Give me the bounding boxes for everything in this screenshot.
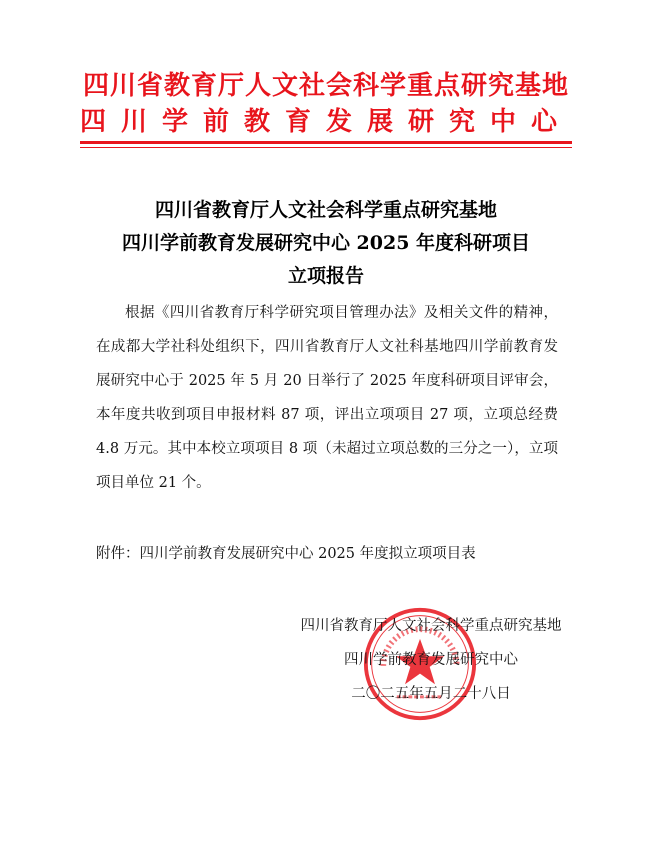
letterhead-line1: 四川省教育厅人文社会科学重点研究基地 [82,71,569,101]
signature-date: 二〇二五年五月二十八日 [351,686,511,702]
letterhead-rule-thin [80,147,572,148]
signature-org2: 四川学前教育发展研究中心 [344,652,518,668]
document-title-line1: 四川省教育厅人文社会科学重点研究基地 [154,199,497,221]
body-paragraph: 根据《四川省教育厅科学研究项目管理办法》及相关文件的精神，在成都大学社科处组织下，四川省教育厅人文社科基地四川学前教育发展研究中心于 2025 年 5 月 20 日举行了 2025 年度科研项目评审会，本年度共收到项目申报材料 87 项，评出立项项目 27 项，立项总经费 4.8 万元。其中本校立项项目 8 项（未超过立项总数的三分之一），立项项目单位 21 个。 [96,305,558,491]
signature-org1: 四川省教育厅人文社会科学重点研究基地 [300,618,562,634]
document-title-line2: 四川学前教育发展研究中心 2025 年度科研项目 [121,232,531,254]
document-title-line3: 立项报告 [287,265,364,287]
letterhead-rule-thick [80,141,572,144]
letterhead-line2: 四川学前教育发展研究中心 [79,107,572,137]
attachment-note: 附件：四川学前教育发展研究中心 2025 年度拟立项项目表 [96,546,476,562]
body-text [96,296,558,500]
